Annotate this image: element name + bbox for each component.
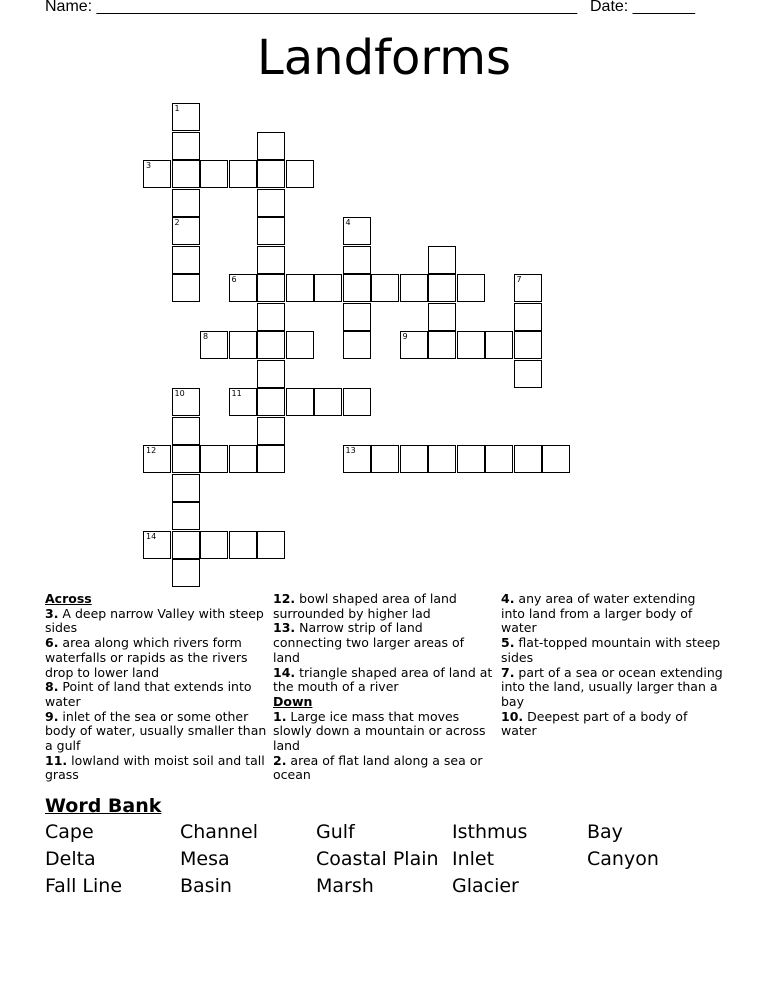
word-bank-item: Inlet bbox=[452, 848, 495, 870]
grid-cell[interactable] bbox=[371, 274, 399, 302]
grid-cell[interactable] bbox=[143, 445, 171, 473]
grid-cell[interactable] bbox=[172, 388, 200, 416]
clue-number: 10. bbox=[501, 708, 524, 724]
clue-number: 1 bbox=[174, 104, 180, 113]
clue-number: 13 bbox=[345, 446, 356, 455]
grid-cell[interactable] bbox=[172, 132, 200, 160]
word-bank-item: Isthmus bbox=[452, 821, 528, 843]
grid-cell[interactable] bbox=[257, 189, 285, 217]
grid-cell[interactable] bbox=[257, 246, 285, 274]
grid-cell[interactable] bbox=[343, 246, 371, 274]
clue bbox=[45, 710, 267, 754]
grid-cell[interactable] bbox=[286, 274, 314, 302]
clue-text: Point of land that extends into water bbox=[45, 679, 252, 709]
grid-cell[interactable] bbox=[542, 445, 570, 473]
grid-cell[interactable] bbox=[257, 417, 285, 445]
clue-number: 3. bbox=[45, 605, 59, 621]
grid-cell[interactable] bbox=[172, 246, 200, 274]
grid-cell[interactable] bbox=[257, 132, 285, 160]
grid-cell[interactable] bbox=[172, 417, 200, 445]
clue-number: 10 bbox=[174, 389, 185, 398]
clue-text: part of a sea or ocean extending into the land, usually larger than a bay bbox=[501, 664, 723, 709]
grid-cell[interactable] bbox=[229, 445, 257, 473]
date-line: Date: _______ bbox=[590, 0, 695, 15]
grid-cell[interactable] bbox=[428, 303, 456, 331]
clue bbox=[45, 636, 267, 680]
clue-number: 12. bbox=[273, 591, 296, 606]
word-bank-item: Basin bbox=[180, 875, 232, 897]
grid-cell[interactable] bbox=[200, 531, 228, 559]
clue-number: 8 bbox=[203, 332, 209, 341]
clues-column-1 bbox=[45, 592, 267, 783]
page-title: Landforms bbox=[257, 30, 511, 86]
word-bank-item: Delta bbox=[45, 848, 96, 870]
clue bbox=[45, 754, 267, 783]
clue-number: 2 bbox=[174, 218, 180, 227]
grid-cell[interactable] bbox=[343, 217, 371, 245]
grid-cell[interactable] bbox=[257, 445, 285, 473]
clues-column-3 bbox=[501, 592, 723, 739]
grid-cell[interactable] bbox=[257, 303, 285, 331]
word-bank-item: Channel bbox=[180, 821, 259, 843]
clue bbox=[273, 621, 495, 665]
clue-number: 12 bbox=[146, 446, 157, 455]
clue-text: triangle shaped area of land at the mouth of a river bbox=[273, 664, 493, 695]
clue bbox=[273, 754, 495, 783]
grid-cell[interactable] bbox=[257, 160, 285, 188]
grid-cell[interactable] bbox=[172, 474, 200, 502]
clue bbox=[45, 607, 267, 636]
grid-cell[interactable] bbox=[286, 388, 314, 416]
grid-cell[interactable] bbox=[400, 274, 428, 302]
grid-cell[interactable] bbox=[200, 331, 228, 359]
grid-cell[interactable] bbox=[172, 217, 200, 245]
grid-cell[interactable] bbox=[172, 103, 200, 131]
grid-cell[interactable] bbox=[371, 445, 399, 473]
clue-number: 6. bbox=[45, 635, 59, 651]
word-bank-item: Canyon bbox=[587, 848, 659, 870]
grid-cell[interactable] bbox=[428, 331, 456, 359]
grid-cell[interactable] bbox=[172, 559, 200, 587]
grid-cell[interactable] bbox=[343, 274, 371, 302]
grid-cell[interactable] bbox=[229, 531, 257, 559]
clue-text: Large ice mass that moves slowly down a mountain or across land bbox=[273, 708, 486, 754]
grid-cell[interactable] bbox=[257, 274, 285, 302]
across-heading: Across bbox=[45, 591, 92, 606]
clue-text: A deep narrow Valley with steep sides bbox=[45, 605, 264, 636]
clue bbox=[45, 680, 267, 709]
grid-cell[interactable] bbox=[485, 445, 513, 473]
clue-number: 4. bbox=[501, 591, 515, 606]
clue bbox=[501, 666, 723, 710]
grid-cell[interactable] bbox=[257, 531, 285, 559]
grid-cell[interactable] bbox=[257, 217, 285, 245]
clue-number: 7. bbox=[501, 664, 515, 680]
clue-text: lowland with moist soil and tall grass bbox=[45, 752, 265, 783]
word-bank-item: Cape bbox=[45, 821, 94, 843]
grid-cell[interactable] bbox=[428, 274, 456, 302]
clue-number: 5. bbox=[501, 635, 515, 651]
clue-text: any area of water extending into land from a larger body of water bbox=[501, 591, 696, 636]
word-bank-item: Gulf bbox=[316, 821, 355, 843]
clue-text: bowl shaped area of land surrounded by higher lad bbox=[273, 591, 457, 621]
grid-cell[interactable] bbox=[172, 531, 200, 559]
grid-cell[interactable] bbox=[200, 160, 228, 188]
clue-number: 3 bbox=[146, 161, 152, 170]
clue-number: 14 bbox=[146, 531, 157, 541]
clue bbox=[273, 710, 495, 754]
word-bank-title: Word Bank bbox=[45, 795, 162, 817]
clue-number: 1. bbox=[273, 708, 287, 724]
clue-number: 9 bbox=[402, 332, 408, 341]
clue-number: 14. bbox=[273, 664, 296, 680]
grid-cell[interactable] bbox=[172, 445, 200, 473]
clue-number: 8. bbox=[45, 679, 59, 695]
grid-cell[interactable] bbox=[172, 189, 200, 217]
clue-text: Narrow strip of land connecting two larger areas of land bbox=[273, 620, 465, 665]
word-bank-item: Marsh bbox=[316, 875, 374, 897]
grid-cell[interactable] bbox=[200, 445, 228, 473]
grid-cell[interactable] bbox=[343, 303, 371, 331]
grid-cell[interactable] bbox=[229, 160, 257, 188]
grid-cell[interactable] bbox=[514, 303, 542, 331]
grid-cell[interactable] bbox=[514, 274, 542, 302]
clue bbox=[273, 592, 495, 621]
grid-cell[interactable] bbox=[457, 331, 485, 359]
grid-cell[interactable] bbox=[428, 246, 456, 274]
grid-cell[interactable] bbox=[286, 331, 314, 359]
word-bank-item: Coastal Plain bbox=[316, 848, 439, 870]
clue bbox=[501, 592, 723, 636]
clue-text: area along which rivers form waterfalls or rapids as the rivers drop to lower land bbox=[45, 635, 248, 680]
grid-cell[interactable] bbox=[229, 388, 257, 416]
clue-number: 2. bbox=[273, 752, 287, 768]
grid-cell[interactable] bbox=[343, 445, 371, 473]
grid-cell[interactable] bbox=[286, 160, 314, 188]
word-bank-item: Mesa bbox=[180, 848, 230, 870]
grid-cell[interactable] bbox=[343, 331, 371, 359]
grid-cell[interactable] bbox=[514, 331, 542, 359]
clue bbox=[273, 666, 495, 695]
grid-cell[interactable] bbox=[514, 445, 542, 473]
grid-cell[interactable] bbox=[485, 331, 513, 359]
grid-cell[interactable] bbox=[257, 331, 285, 359]
name-line: Name: ______________________________________________________ bbox=[45, 0, 578, 15]
clue-text: flat-topped mountain with steep sides bbox=[501, 635, 721, 665]
clue-number: 7 bbox=[516, 275, 522, 284]
clue-number: 11. bbox=[45, 752, 68, 768]
grid-cell[interactable] bbox=[257, 360, 285, 388]
word-bank-item: Bay bbox=[587, 821, 623, 843]
clue bbox=[501, 710, 723, 739]
grid-cell[interactable] bbox=[514, 360, 542, 388]
clue-number: 11 bbox=[231, 389, 242, 398]
grid-cell[interactable] bbox=[400, 445, 428, 473]
grid-cell[interactable] bbox=[428, 445, 456, 473]
grid-cell[interactable] bbox=[229, 274, 257, 302]
clue-number: 4 bbox=[345, 218, 351, 227]
grid-cell[interactable] bbox=[257, 388, 285, 416]
grid-cell[interactable] bbox=[314, 388, 342, 416]
clue-number: 13. bbox=[273, 620, 296, 636]
word-bank-item: Glacier bbox=[452, 875, 519, 897]
grid-cell[interactable] bbox=[229, 331, 257, 359]
grid-cell[interactable] bbox=[314, 274, 342, 302]
clue-number: 9. bbox=[45, 708, 59, 724]
grid-cell[interactable] bbox=[343, 388, 371, 416]
grid-cell[interactable] bbox=[143, 531, 171, 559]
down-heading: Down bbox=[273, 693, 313, 709]
grid-cell[interactable] bbox=[172, 502, 200, 530]
grid-cell[interactable] bbox=[457, 445, 485, 473]
grid-cell[interactable] bbox=[400, 331, 428, 359]
clue-text: Deepest part of a body of water bbox=[501, 708, 688, 739]
grid-cell[interactable] bbox=[172, 274, 200, 302]
grid-cell[interactable] bbox=[457, 274, 485, 302]
word-bank-item: Fall Line bbox=[45, 875, 123, 897]
clue-number: 6 bbox=[231, 275, 237, 284]
clue-text: inlet of the sea or some other body of water, usually smaller than a gulf bbox=[45, 708, 267, 754]
clue bbox=[501, 636, 723, 665]
grid-cell[interactable] bbox=[172, 160, 200, 188]
grid-cell[interactable] bbox=[143, 160, 171, 188]
clues-column-2 bbox=[273, 592, 495, 783]
clue-text: area of flat land along a sea or ocean bbox=[273, 752, 483, 783]
